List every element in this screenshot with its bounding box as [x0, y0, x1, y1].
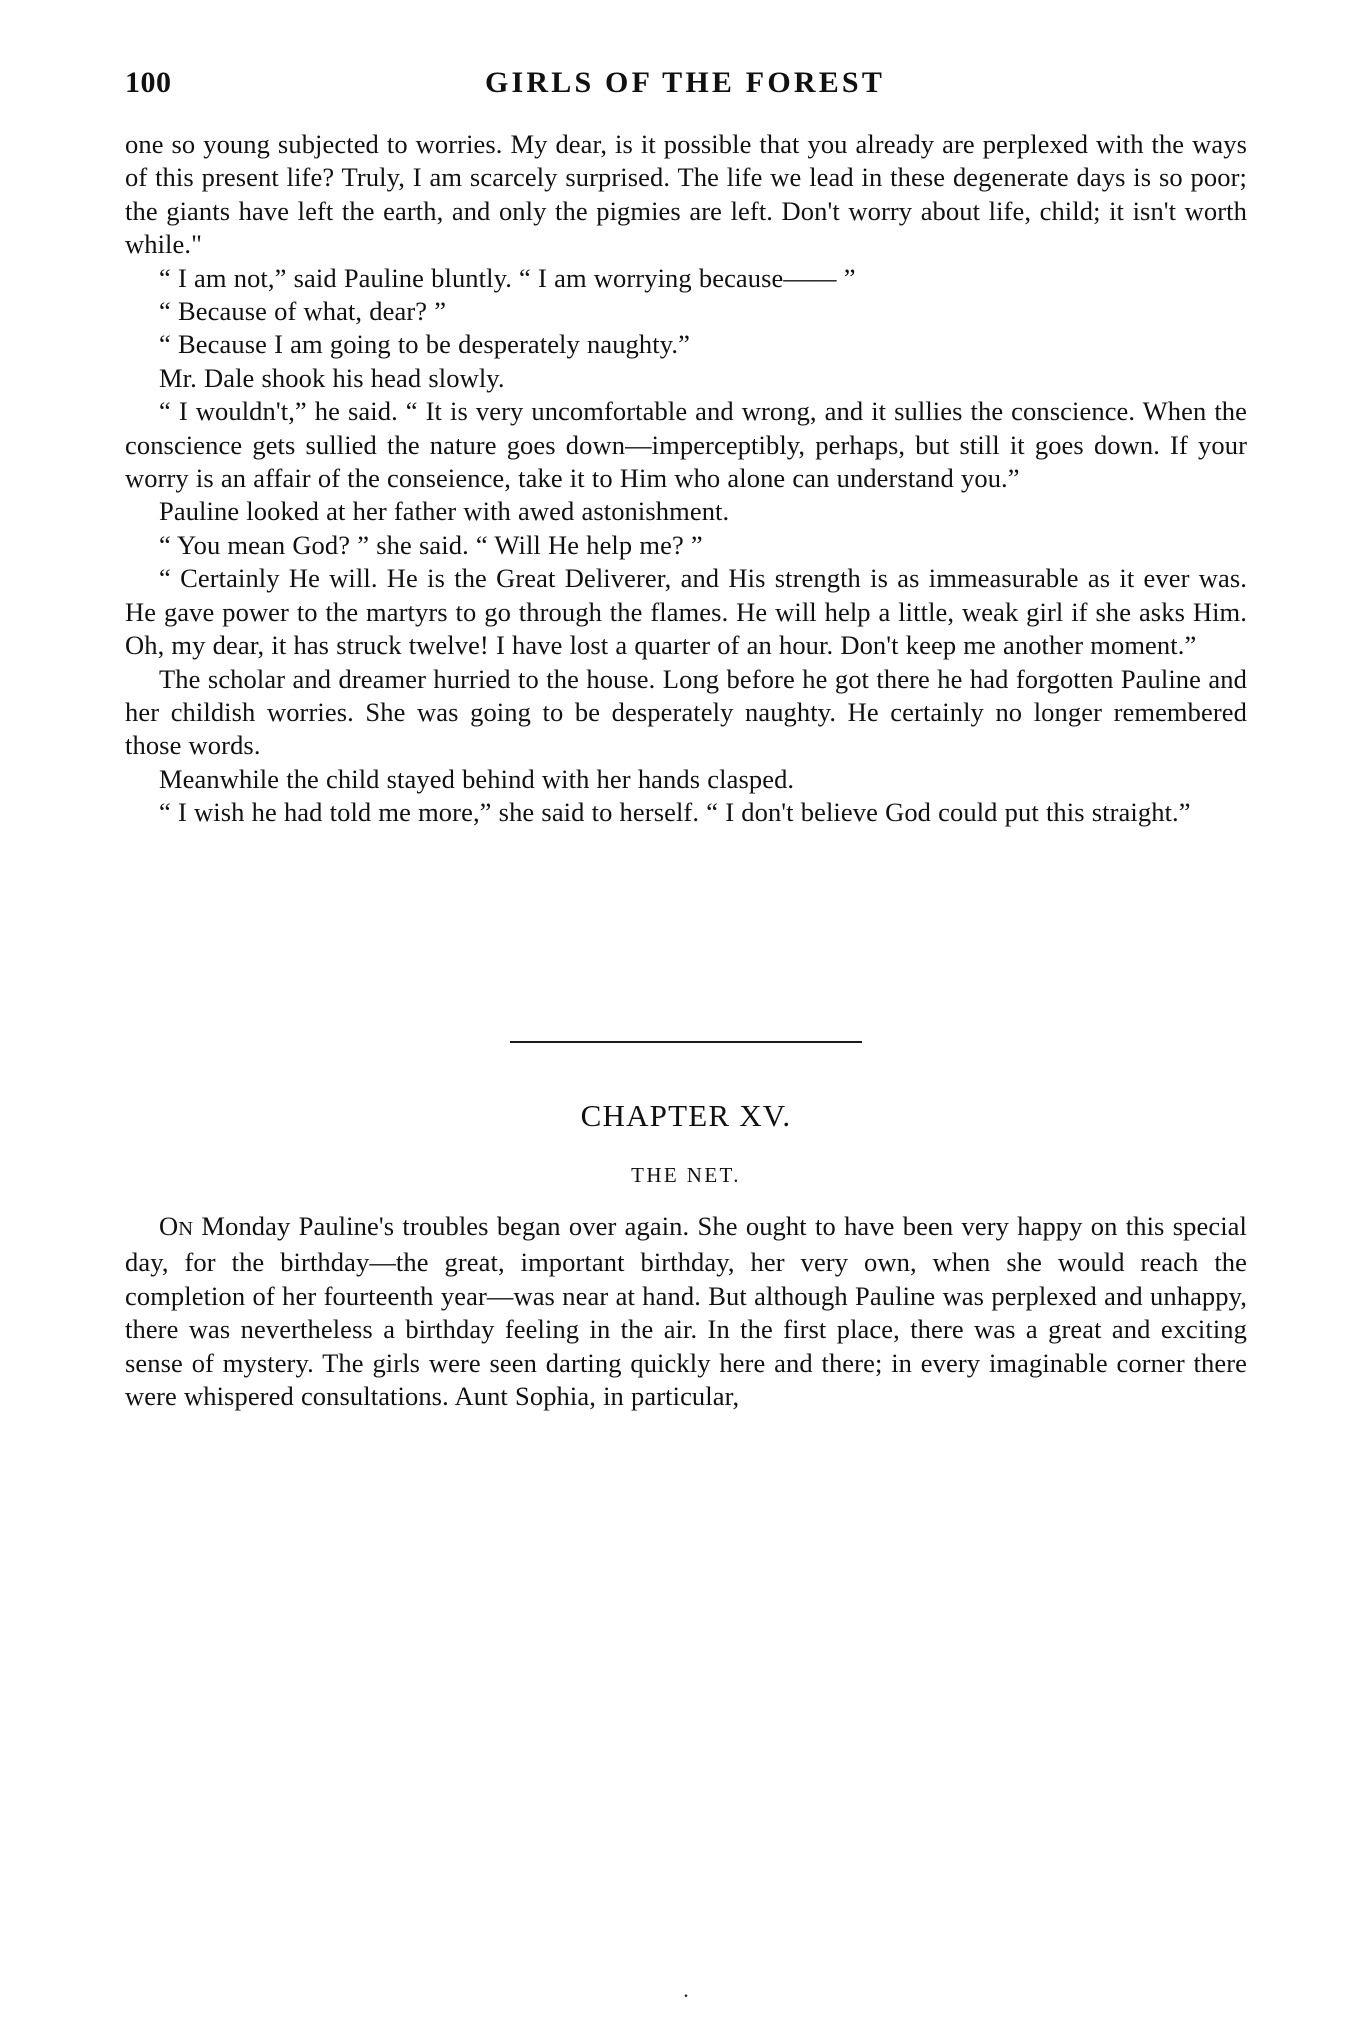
- page-footer-mark: .: [683, 1977, 689, 2002]
- running-title: GIRLS OF THE FOREST: [484, 66, 886, 99]
- page-header: [125, 66, 1245, 110]
- paragraph: “ You mean God? ” she said. “ Will He help me? ”: [159, 529, 703, 560]
- paragraph: “ I wish he had told me more,” she said to herself. “ I don't believe God could put this straight.”: [159, 797, 1191, 828]
- horizontal-rule: [510, 1041, 862, 1043]
- body-text-top: [125, 128, 1247, 830]
- paragraph: Meanwhile the child stayed behind with her hands clasped.: [159, 763, 795, 794]
- lead-capital: O: [159, 1211, 179, 1241]
- body-text-bottom: [125, 1210, 1247, 1413]
- paragraph: “ I wouldn't,” he said. “ It is very uncomfortable and wrong, and it sullies the conscience. When the conscience gets sullied the nature goes down—imperceptibly, perhaps, but still it goes down. If your worry is an affair of the conseience, take it to Him who alone can understand you.”: [125, 396, 1247, 494]
- paragraph: “ I am not,” said Pauline bluntly. “ I am worrying because—— ”: [159, 262, 856, 293]
- paragraph: one so young subjected to worries. My dear, is it possible that you already are perplexed with the ways of this present life? Truly, I am scarcely surprised. The life we lead in these degenerate days is so poor; the giants have left the earth, and only the pigmies are left. Don't worry about life, child; it isn't worth while.": [125, 129, 1247, 260]
- paragraph: “ Certainly He will. He is the Great Deliverer, and His strength is as immeasurable as it ever was. He gave power to the martyrs to go through the flames. He will help a little, weak girl if she asks Him. Oh, my dear, it has struck twelve! I have lost a quarter of an hour. Don't keep me another moment.”: [125, 563, 1247, 661]
- chapter-subtitle: THE NET.: [631, 1163, 741, 1187]
- page-number: 100: [125, 66, 172, 99]
- paragraph: The scholar and dreamer hurried to the house. Long before he got there he had forgotten Pauline and her childish worries. She was going to be desperately naughty. He certainly no longer remembered those words.: [125, 663, 1247, 761]
- section-divider: [125, 1030, 1247, 1048]
- paragraph: “ Because of what, dear? ”: [159, 296, 447, 327]
- paragraph: [125, 1210, 1247, 1413]
- lead-smallcap: N: [178, 1218, 194, 1240]
- paragraph: Mr. Dale shook his head slowly.: [159, 362, 505, 393]
- paragraph: “ Because I am going to be desperately naughty.”: [159, 329, 690, 360]
- chapter-title: CHAPTER XV.: [580, 1098, 792, 1133]
- paragraph: Pauline looked at her father with awed astonishment.: [159, 496, 730, 527]
- paragraph-text: Monday Pauline's troubles began over again. She ought to have been very happy on this special day, for the birthday—the great, important birthday, her very own, when she would reach the completion of her fourteenth year—was near at hand. But although Pauline was perplexed and unhappy, there was nevertheless a birthday feeling in the air. In the first place, there was a great and exciting sense of mystery. The girls were seen darting quickly here and there; in every imaginable corner there were whispered consultations. Aunt Sophia, in particular,: [125, 1211, 1247, 1412]
